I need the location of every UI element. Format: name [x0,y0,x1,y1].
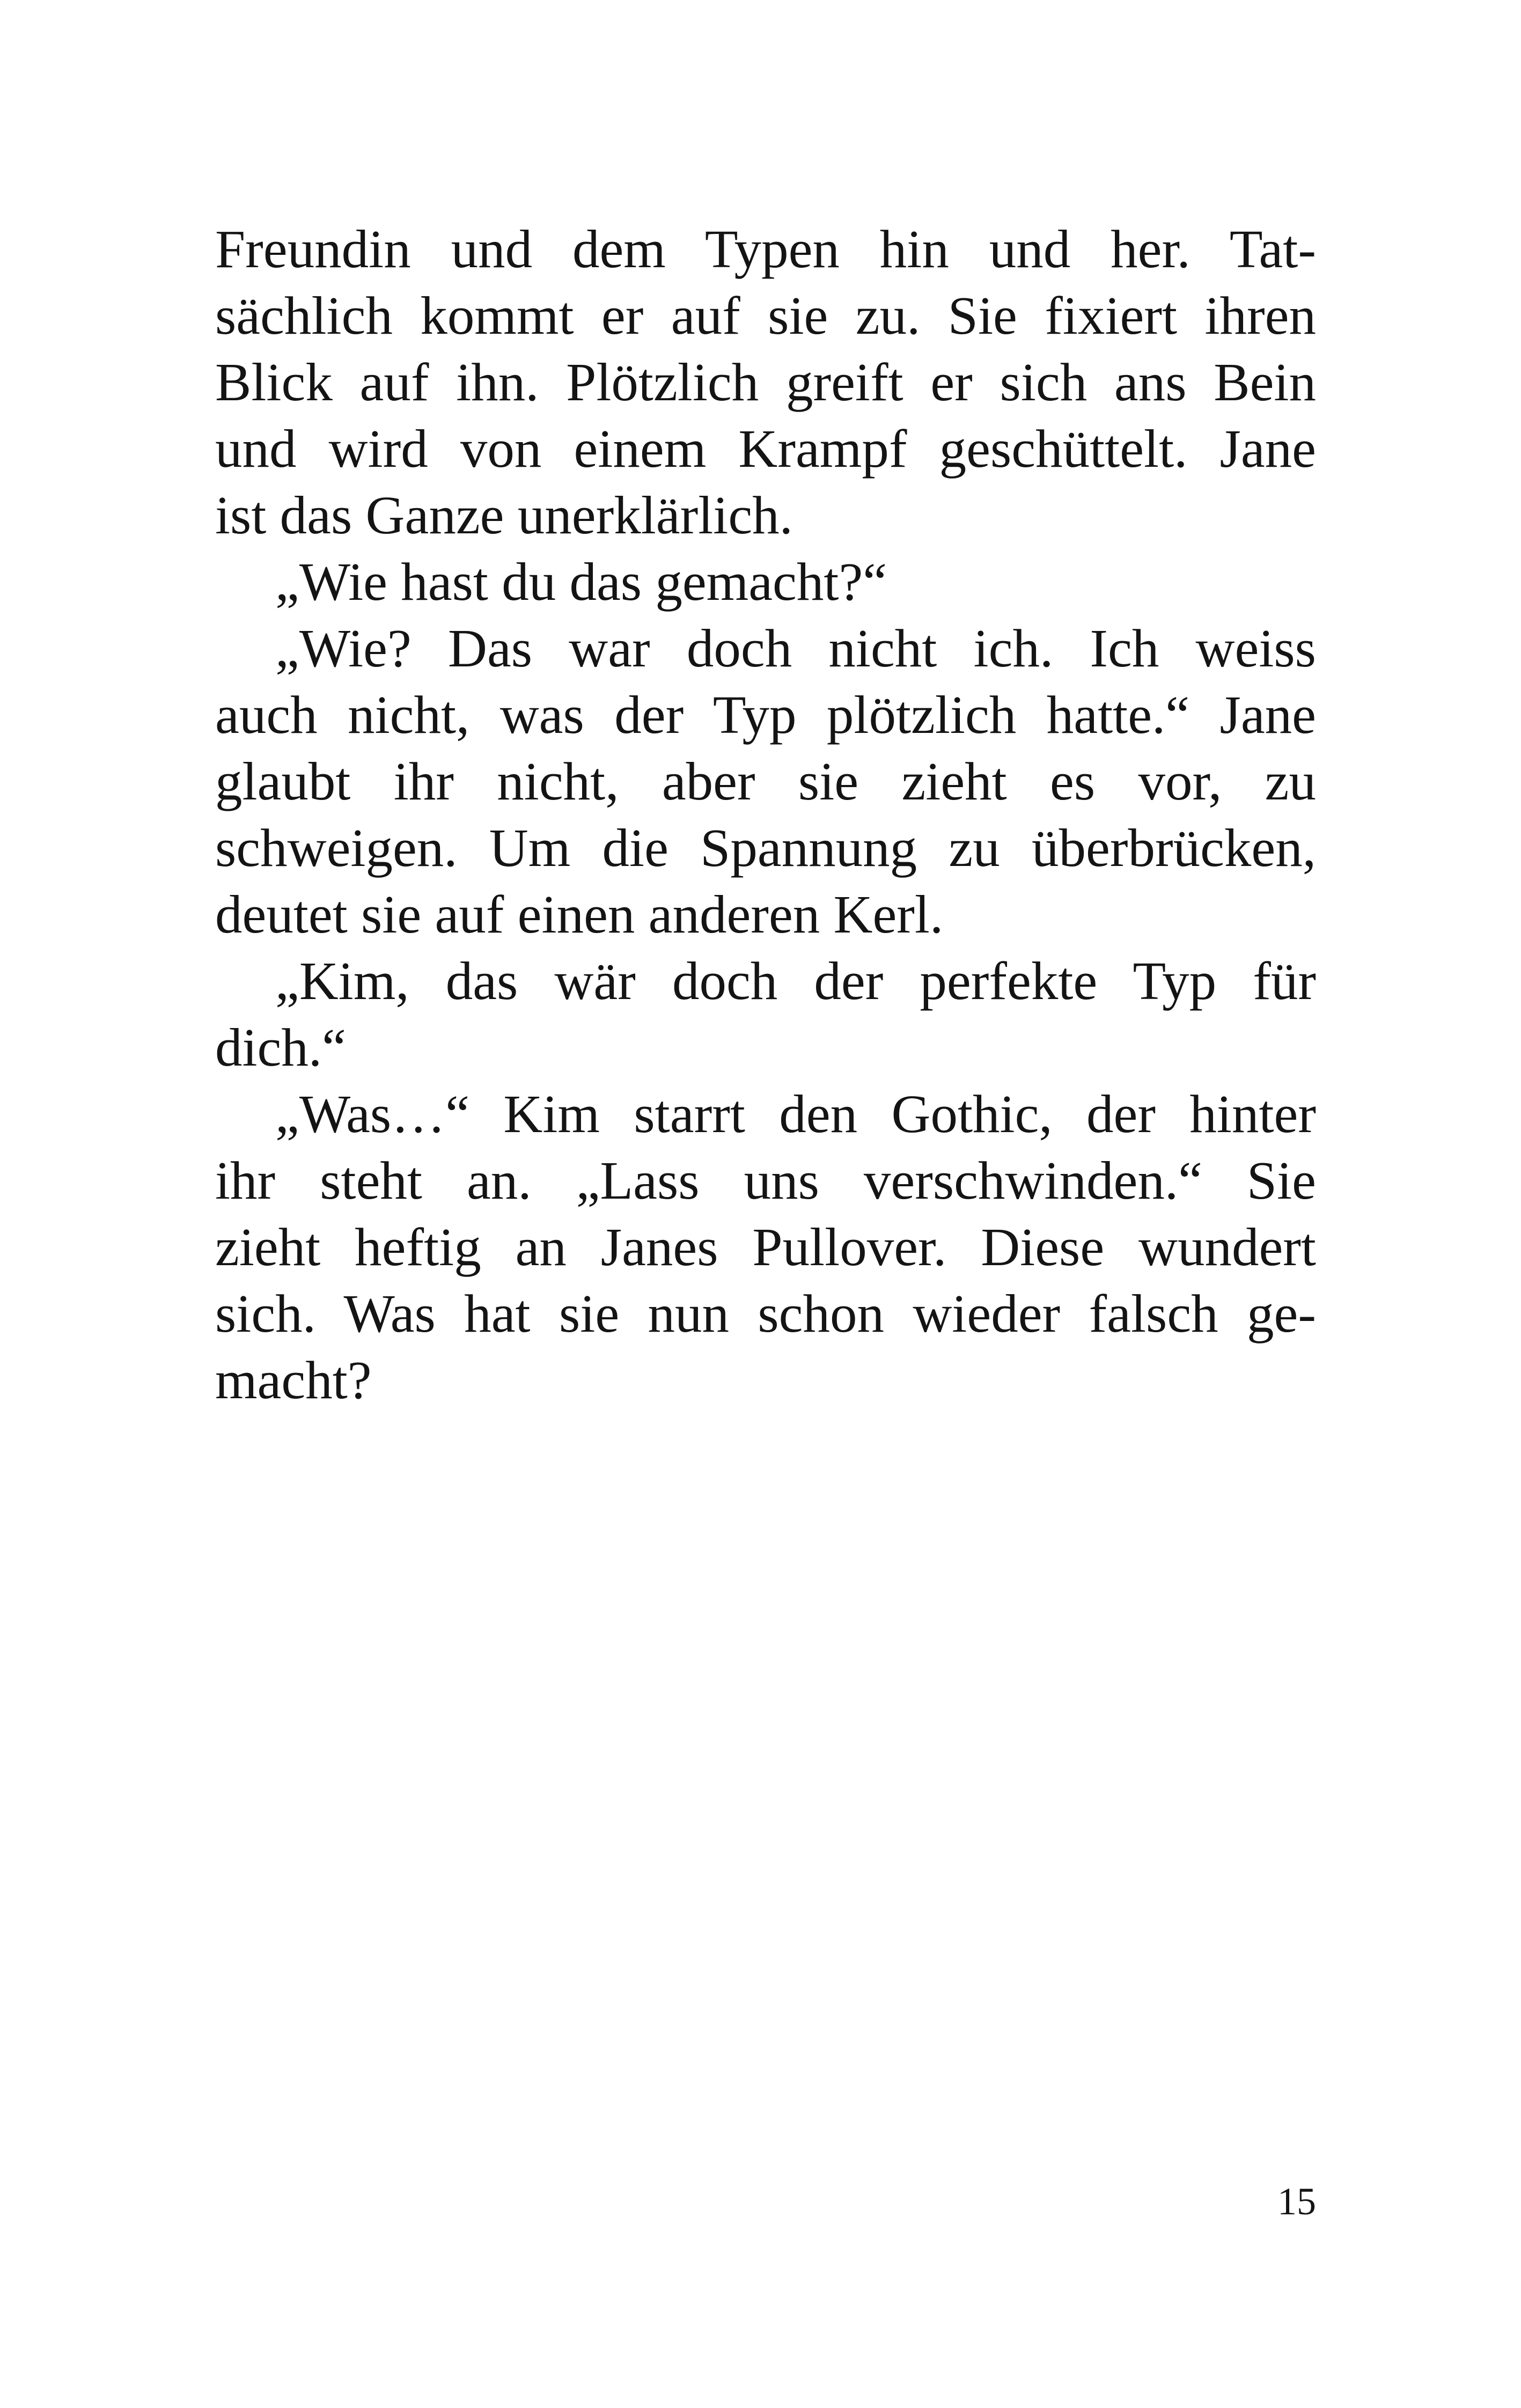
text-line: „Wie hast du das gemacht?“ [275,552,887,612]
text-line: glaubt ihr nicht, aber sie zieht es vor, zu [215,751,1316,811]
text-line: auch nicht, was der Typ plötzlich hatte.“ Jane [215,685,1316,745]
text-line: deutet sie auf einen anderen Kerl. [215,884,944,944]
text-line: macht? [215,1350,372,1410]
text-line: ist das Ganze unerklärlich. [215,485,793,545]
text-line: ihr steht an. „Lass uns verschwinden.“ Sie [215,1150,1316,1210]
text-line: Blick auf ihn. Plötzlich greift er sich ans Bein [215,352,1316,412]
text-line: dich.“ [215,1017,346,1077]
text-line: schweigen. Um die Spannung zu überbrücken, [215,818,1316,878]
text-line: „Kim, das wär doch der perfekte Typ für [275,951,1316,1011]
text-line: sich. Was hat sie nun schon wieder falsch ge- [215,1283,1316,1344]
text-line: „Wie? Das war doch nicht ich. Ich weiss [275,618,1316,678]
text-line: „Was…“ Kim starrt den Gothic, der hinter [275,1084,1316,1144]
text-line: sächlich kommt er auf sie zu. Sie fixiert ihren [215,285,1316,346]
text-line: und wird von einem Krampf geschüttelt. Jane [215,419,1316,479]
text-line: zieht heftig an Janes Pullover. Diese wundert [215,1217,1316,1277]
text-line: Freundin und dem Typen hin und her. Tat- [215,219,1316,279]
page-number: 15 [1277,2180,1316,2223]
